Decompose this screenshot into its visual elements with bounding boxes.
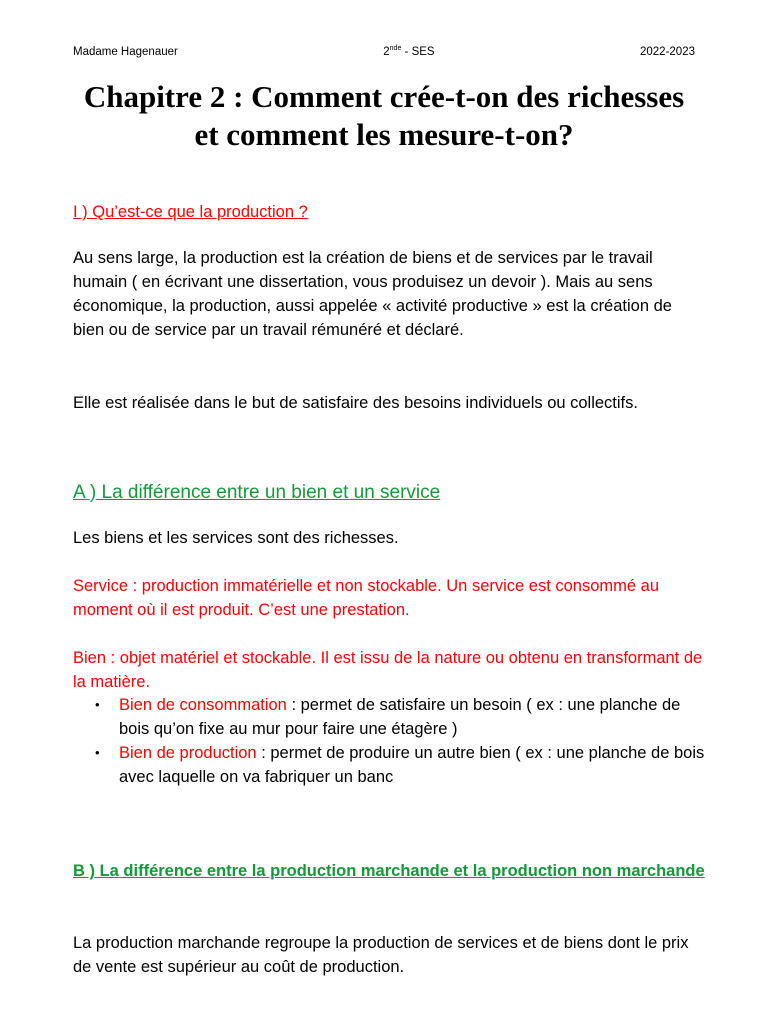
- list-item: [73, 741, 706, 789]
- chapter-title: Chapitre 2 : Comment crée-t-on des richesses et comment les mesure-t-on?: [83, 79, 685, 152]
- page-header: [73, 44, 695, 60]
- bien-types-list: [73, 693, 706, 789]
- list-item-text: : permet de produire un autre bien ( ex : une planche de bois avec laquelle on va fabriquer un banc: [119, 744, 705, 786]
- section-a-heading: A ) La différence entre un bien et un service: [73, 482, 441, 503]
- bullet-icon: •: [95, 745, 100, 760]
- section-1-paragraph-2: Elle est réalisée dans le but de satisfaire des besoins individuels ou collectifs.: [73, 394, 638, 412]
- list-item-text: : permet de satisfaire un besoin ( ex : une planche de bois qu’on fixe au mur pour faire une étagère ): [119, 696, 681, 738]
- list-item-term: Bien de production: [119, 744, 257, 762]
- bullet-icon: •: [95, 697, 100, 712]
- list-item: [73, 693, 706, 741]
- section-1-heading: I ) Qu’est-ce que la production ?: [73, 203, 308, 221]
- class-label: 2nde - SES: [383, 45, 435, 58]
- teacher-name: Madame Hagenauer: [73, 46, 178, 58]
- section-b-paragraph: La production marchande regroupe la production de services et de biens dont le prix de vente est supérieur au coût de production.: [73, 934, 689, 976]
- section-b-heading: B ) La différence entre la production marchande et la production non marchande: [73, 862, 705, 880]
- list-item-term: Bien de consommation: [119, 696, 287, 714]
- service-definition: Service : production immatérielle et non stockable. Un service est consommé au moment où il est produit. C’est une prestation.: [73, 577, 660, 619]
- school-year: 2022-2023: [639, 46, 695, 58]
- section-1-paragraph-1: Au sens large, la production est la création de biens et de services par le travail humain ( en écrivant une dissertation, vous produisez un devoir ). Mais au sens économique, la production, aussi appelée « activité productive » est la création de bien ou de service par un travail rémunéré et déclaré.: [73, 249, 672, 339]
- section-a-intro: Les biens et les services sont des richesses.: [73, 529, 399, 547]
- bien-definition: Bien : objet matériel et stockable. Il est issu de la nature ou obtenu en transformant de la matière.: [73, 649, 703, 691]
